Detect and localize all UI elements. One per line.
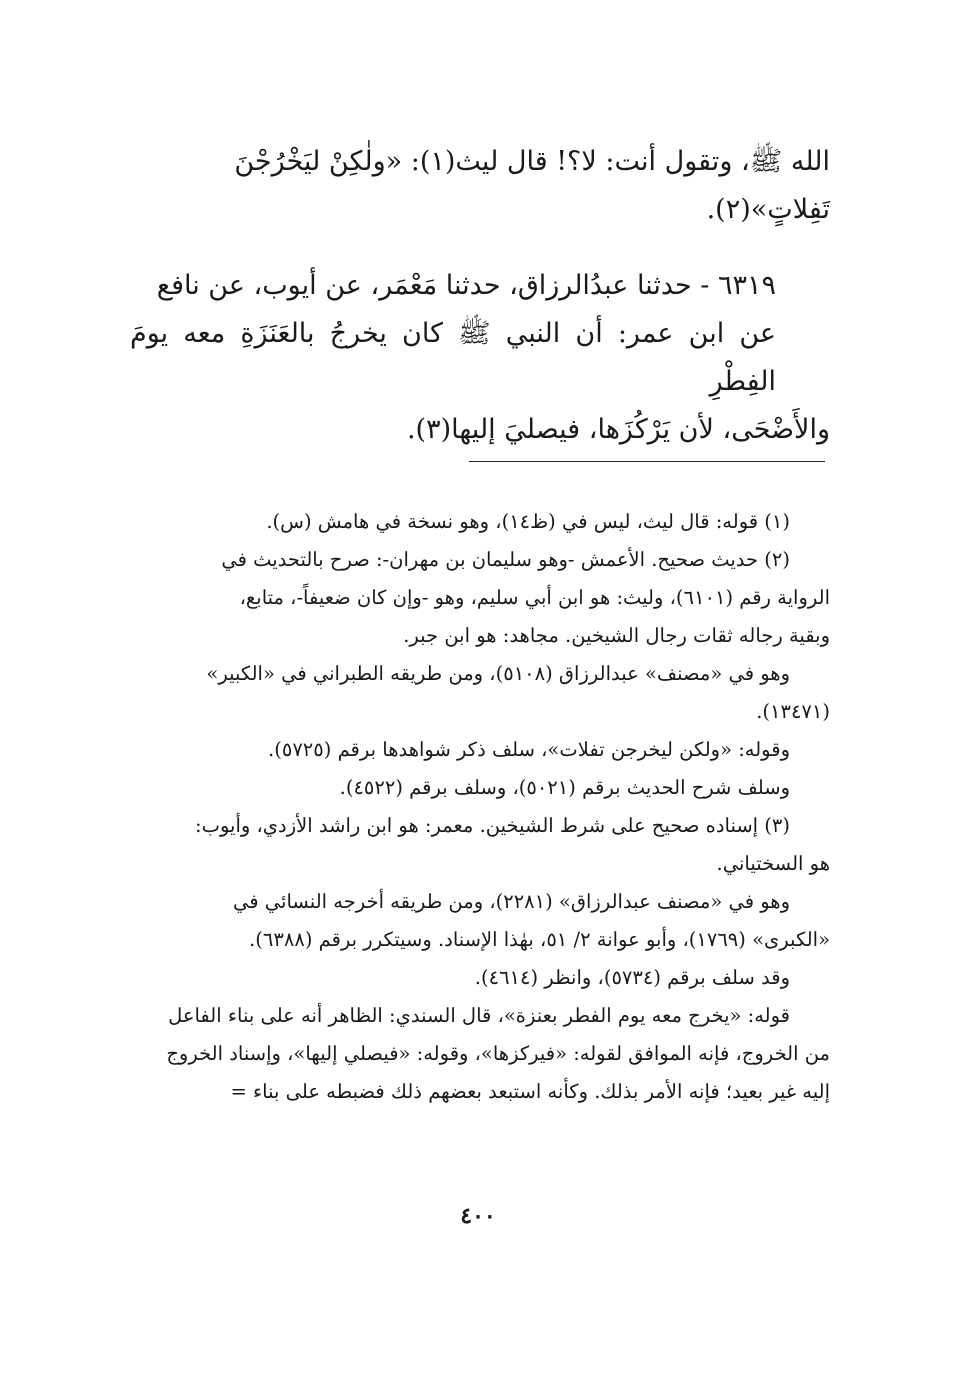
footnote-2-line: وسلف شرح الحديث برقم (٥٠٢١)، وسلف برقم (٤٥٢٢). bbox=[339, 776, 790, 799]
footnote-3-line: (٣) إسناده صحيح على شرط الشيخين. معمر: هو ابن راشد الأزدي، وأيوب: bbox=[195, 814, 790, 837]
hadith-number-line: ٦٣١٩ - حدثنا عبدُالرزاق، حدثنا مَعْمَر، عن أيوب، عن نافع bbox=[156, 270, 776, 301]
footnote-separator bbox=[469, 461, 825, 462]
footnote-3-line: إليه غير بعيد؛ فإنه الأمر بذلك. وكأنه استبعد بعضهم ذلك فضبطه على بناء = bbox=[230, 1080, 830, 1103]
footnote-3-line: من الخروج، فإنه الموافق لقوله: «فيركزها»، وقوله: «فيصلي إليها»، وإسناد الخروج bbox=[166, 1042, 830, 1065]
footnote-2-line: (٢) حديث صحيح. الأعمش -وهو سليمان بن مهران-: صرح بالتحديث في bbox=[221, 548, 790, 571]
footnote-3-line: «الكبرى» (١٧٦٩)، وأبو عوانة ٢/ ٥١، بهٰذا الإسناد. وسيتكرر برقم (٦٣٨٨). bbox=[249, 928, 830, 951]
footnote-2-line: (١٣٤٧١). bbox=[756, 700, 830, 723]
hadith-text-line: والأَضْحَى، لأن يَرْكُزَها، فيصليَ إليها(٣). bbox=[406, 414, 830, 445]
footnote-2-line: وقوله: «ولكن ليخرجن تفلات»، سلف ذكر شواهدها برقم (٥٧٢٥). bbox=[268, 738, 790, 761]
hadith-text-line: عن ابن عمر: أن النبي ﷺ كان يخرجُ بالعَنَزَةِ معه يومَ الفِطْرِ bbox=[130, 318, 776, 397]
footnote-3-line: هو السختياني. bbox=[716, 852, 830, 875]
footnote-2-line: الرواية رقم (٦١٠١)، وليث: هو ابن أبي سليم، وهو -وإن كان ضعيفاً-، متابع، bbox=[239, 586, 830, 609]
page-number: ٤٠٠ bbox=[460, 1203, 496, 1229]
footnote-3-line: وهو في «مصنف عبدالرزاق» (٢٢٨١)، ومن طريقه أخرجه النسائي في bbox=[233, 890, 790, 913]
footnote-2-line: وهو في «مصنف» عبدالرزاق (٥١٠٨)، ومن طريقه الطبراني في «الكبير» bbox=[206, 662, 790, 685]
footnote-2-line: وبقية رجاله ثقات رجال الشيخين. مجاهد: هو ابن جبر. bbox=[403, 624, 830, 647]
main-text-line: تَفِلاتٍ»(٢). bbox=[706, 194, 830, 225]
footnote-3-line: قوله: «يخرج معه يوم الفطر بعنزة»، قال السندي: الظاهر أنه على بناء الفاعل bbox=[168, 1004, 790, 1027]
footnote-1: (١) قوله: قال ليث، ليس في (ظ١٤)، وهو نسخة في هامش (س). bbox=[266, 510, 790, 533]
main-text-block bbox=[130, 138, 830, 454]
footnote-3-line: وقد سلف برقم (٥٧٣٤)، وانظر (٤٦١٤). bbox=[474, 966, 790, 989]
footnotes-block bbox=[130, 503, 830, 1111]
main-text-line: الله ﷺ، وتقول أنت: لا؟! قال ليث(١): «ولٰكِنْ ليَخْرُجْنَ bbox=[234, 146, 830, 177]
